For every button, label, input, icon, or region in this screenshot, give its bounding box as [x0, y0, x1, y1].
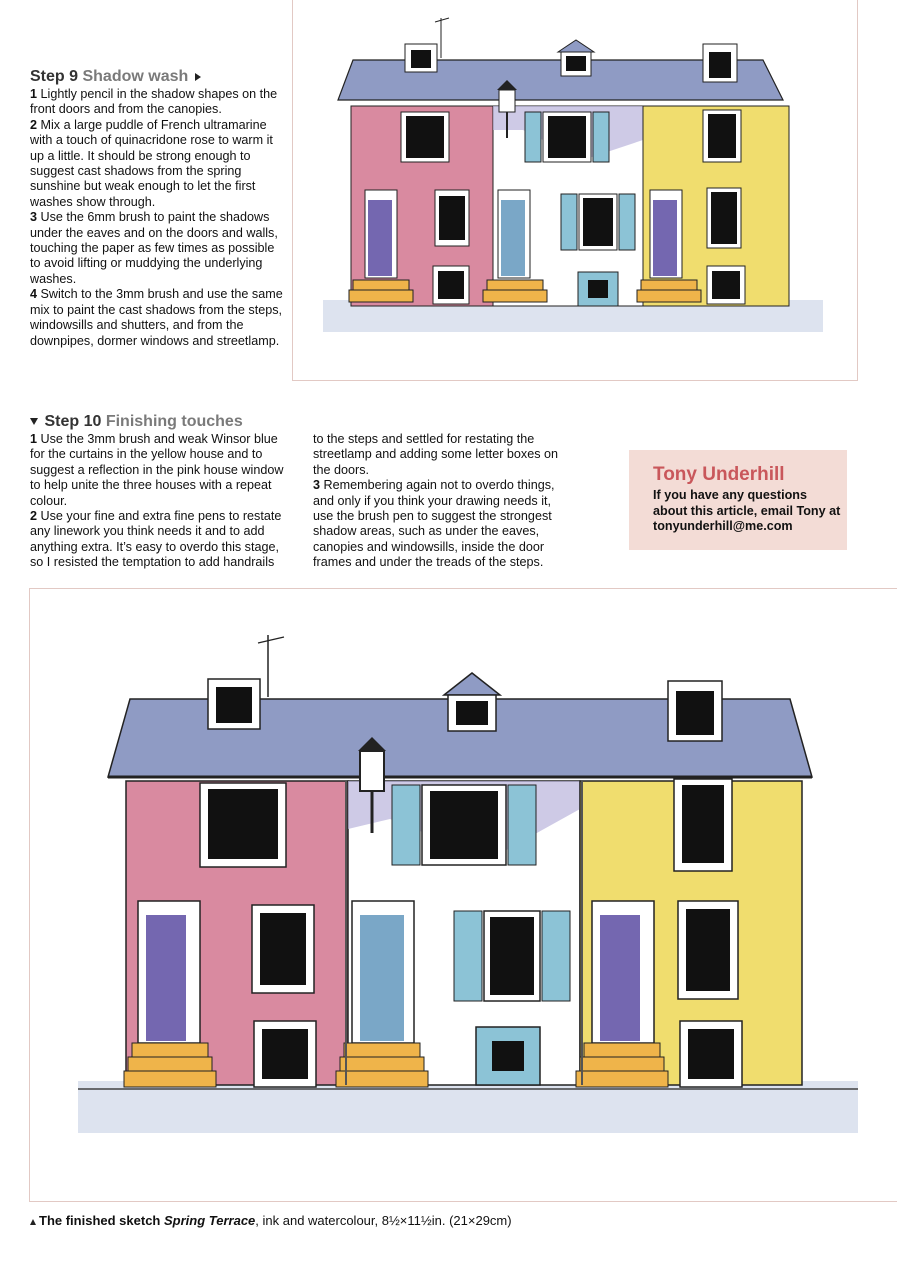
window: [712, 271, 740, 299]
step10-heading: [30, 412, 294, 432]
caption-title: Spring Terrace: [164, 1213, 256, 1228]
window: [208, 789, 278, 859]
dormer-window: [216, 687, 252, 723]
window: [688, 1029, 734, 1079]
step9-section: [30, 67, 285, 349]
step9-item: 4 Switch to the 3mm brush and use the same mix to paint the cast shadows from the steps, windowsills and shutters, and from the downpipes, dormer windows and streetlamp.: [30, 287, 283, 348]
step10-continuation: to the steps and settled for restating the streetlamp and adding some letter boxes on the doors.: [313, 432, 559, 477]
window: [686, 909, 730, 991]
window: [583, 198, 613, 246]
step: [128, 1057, 212, 1071]
step: [487, 280, 543, 290]
door: [360, 915, 404, 1041]
step9-body: [30, 87, 285, 349]
step9-heading: [30, 67, 285, 87]
step10-col1: [30, 432, 294, 571]
shutter: [508, 785, 536, 865]
window: [438, 271, 464, 299]
step: [576, 1071, 668, 1087]
terrace-sketch-small: [293, 0, 857, 380]
window: [708, 114, 736, 158]
window: [711, 192, 737, 244]
step: [336, 1071, 428, 1087]
streetlamp: [499, 90, 515, 112]
step9-label: Step 9: [30, 68, 79, 85]
step10-label: Step 10: [44, 413, 102, 430]
finished-sketch-image: [29, 588, 897, 1202]
author-contact: If you have any questions about this article, email Tony at tonyunderhill@me.com: [653, 488, 841, 533]
triangle-down-icon: [30, 418, 38, 425]
door: [653, 200, 677, 276]
shutter: [561, 194, 577, 250]
step9-image: [292, 0, 858, 381]
shutter: [593, 112, 609, 162]
dormer-gable: [444, 673, 500, 695]
step: [483, 290, 547, 302]
shutter: [525, 112, 541, 162]
window: [492, 1041, 524, 1071]
step10-item: 3 Remembering again not to overdo things, and only if you think your drawing needs it, use the brush pen to suggest the strongest shadow areas, such as under the eaves, canopies and windowsills, inside the door frames and under the treads of the steps.: [313, 478, 555, 570]
shutter: [454, 911, 482, 1001]
window: [548, 116, 586, 158]
terrace-sketch-large: [30, 589, 897, 1201]
window: [490, 917, 534, 995]
step: [340, 1057, 424, 1071]
window: [439, 196, 465, 240]
step: [353, 280, 409, 290]
step: [584, 1043, 660, 1057]
step: [349, 290, 413, 302]
caption-rest: , ink and watercolour, 8½×11½in. (21×29cm): [255, 1213, 512, 1228]
window: [682, 785, 724, 863]
window: [588, 280, 608, 298]
shutter: [619, 194, 635, 250]
step: [641, 280, 697, 290]
step10-section: [30, 412, 294, 571]
step: [637, 290, 701, 302]
step: [580, 1057, 664, 1071]
door: [501, 200, 525, 276]
step9-item: 2 Mix a large puddle of French ultramarine with a touch of quinacridone rose to warm it up a little. It should be strong enough to suggest cast shadows from the spring sunshine but weak enough to let the first washes show through.: [30, 117, 273, 209]
author-callout: [629, 450, 847, 550]
door: [368, 200, 392, 276]
dormer-window: [566, 56, 586, 71]
window: [430, 791, 498, 859]
step: [344, 1043, 420, 1057]
triangle-right-icon: [195, 73, 201, 81]
triangle-up-icon: [30, 1219, 36, 1225]
step9-item: 3 Use the 6mm brush to paint the shadows under the eaves and on the doors and walls, touching the paper as few times as possible to avoid lifting or muddying the underlying washes.: [30, 210, 278, 286]
step10-title: Finishing touches: [105, 413, 243, 430]
dormer-window: [676, 691, 714, 735]
door: [600, 915, 640, 1041]
shutter: [392, 785, 420, 865]
step10-col2: [313, 432, 571, 571]
dormer-window: [709, 52, 731, 78]
figure-caption: [30, 1213, 870, 1228]
shutter: [542, 911, 570, 1001]
door: [146, 915, 186, 1041]
streetlamp: [360, 751, 384, 791]
step10-item: 1 Use the 3mm brush and weak Winsor blue for the curtains in the yellow house and to suggest a reflection in the pink house window to help unite the three houses with a repeat colour.: [30, 432, 284, 508]
window: [260, 913, 306, 985]
dormer-gable: [558, 40, 594, 52]
dormer-window: [456, 701, 488, 725]
step9-item: 1 Lightly pencil in the shadow shapes on the front doors and from the canopies.: [30, 87, 278, 117]
window: [262, 1029, 308, 1079]
step: [124, 1071, 216, 1087]
step10-item: 2 Use your fine and extra fine pens to restate any linework you think needs it and to add anything extra. It’s easy to overdo this stage, so I resisted the temptation to add handrails: [30, 509, 282, 570]
step: [132, 1043, 208, 1057]
step9-title: Shadow wash: [82, 68, 189, 85]
author-name: Tony Underhill: [653, 464, 785, 485]
window: [406, 116, 444, 158]
dormer-window: [411, 50, 431, 68]
caption-lead: The finished sketch: [39, 1213, 161, 1228]
